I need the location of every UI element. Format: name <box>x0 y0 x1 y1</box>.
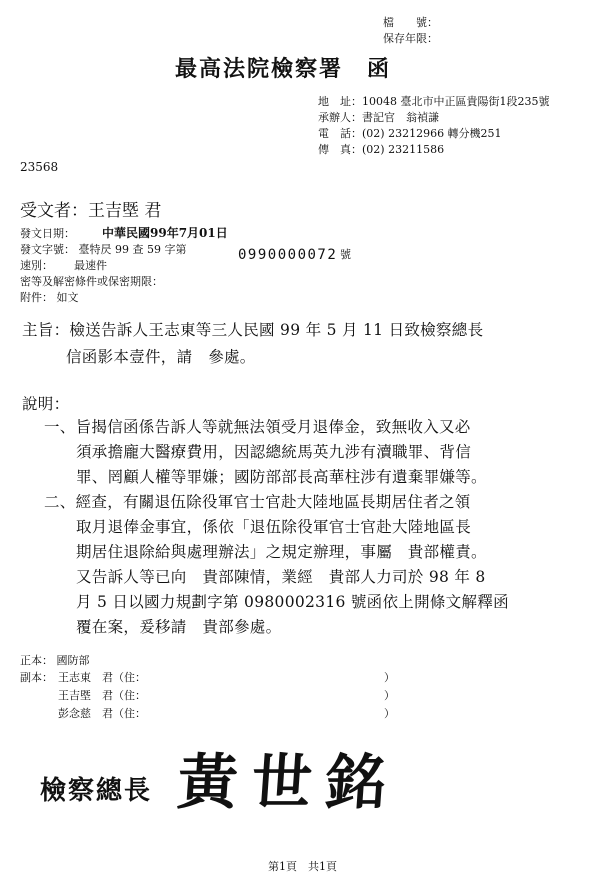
attachment-label: 附件： <box>20 291 53 304</box>
retention-label: 保存年限： <box>383 32 438 45</box>
explanation-line: 月 5 日以國力規劃字第 0980002316 號函依上開條文解釋函 <box>76 593 509 611</box>
explanation-line: 取月退俸金事宜，係依「退伍除役軍官士官赴大陸地區長 <box>76 518 472 536</box>
page-title: 最高法院檢察署 函 <box>175 56 392 82</box>
contact-fax: 傳 真：(02) 23211586 <box>318 143 445 156</box>
explanation-line: 又告訴人等已向 貴部陳情，業經 貴部人力司於 98 年 8 <box>76 568 486 586</box>
doc-number-suffix: 號 <box>340 248 351 261</box>
attachment-row <box>20 290 79 306</box>
recipient: 受文者：王吉塈 君 <box>20 201 162 221</box>
copy-recipient-close: ） <box>384 689 395 702</box>
copy-recipient-close: ） <box>384 671 395 684</box>
explanation-line: 期居住退除給與處理辦法」之規定辦理，事屬 貴部權責。 <box>76 543 487 561</box>
doc-number-label: 發文字號： <box>20 243 75 256</box>
main-recipient-label: 正本： <box>20 654 53 667</box>
explanation-label: 說明： <box>22 395 70 413</box>
doc-number-value: 臺特昃 99 查 59 字第 <box>78 243 187 256</box>
main-recipient-row <box>20 652 90 669</box>
speed-row <box>20 258 107 274</box>
page-footer: 第1頁 共1頁 <box>268 860 337 873</box>
speed-label: 速別： <box>20 259 53 272</box>
doc-number-row <box>20 242 186 258</box>
copy-recipient: 王志東 君（住： <box>58 671 146 684</box>
explanation-line: 一、旨揭信函係告訴人等就無法領受月退俸金，致無收入又必 <box>44 418 471 436</box>
speed-value: 最速件 <box>74 259 107 272</box>
contact-block <box>318 94 549 158</box>
explanation-line: 覆在案，爰移請 貴部參處。 <box>76 618 282 636</box>
date-value: 中華民國99年7月01日 <box>102 226 228 240</box>
copy-recipient-close: ） <box>384 707 395 720</box>
file-number-label: 檔 號： <box>383 16 438 29</box>
signature-title: 檢察總長 <box>40 776 153 806</box>
date-label: 發文日期： <box>20 227 75 240</box>
signature-name: 黃世銘 <box>175 748 403 818</box>
doc-number-stamp: 0990000072 <box>238 247 338 263</box>
copy-label: 副本： <box>20 671 53 684</box>
explanation-line: 二、經查，有關退伍除役軍官士官赴大陸地區長期居住者之領 <box>44 493 471 511</box>
reference-number: 23568 <box>20 160 59 174</box>
contact-address: 地 址：10048 臺北市中正區貴陽街1段235號 <box>318 95 550 108</box>
contact-phone: 電 話：(02) 23212966 轉分機251 <box>318 127 502 140</box>
explanation-line: 罪、罔顧人權等罪嫌；國防部部長高華柱涉有遺棄罪嫌等。 <box>76 468 487 486</box>
subject-line-2: 信函影本壹件，請 參處。 <box>66 348 256 366</box>
copy-recipient: 彭念慈 君（住： <box>58 707 146 720</box>
attachment-value: 如文 <box>56 291 79 304</box>
date-row <box>20 225 228 242</box>
secrecy-row: 密等及解密條件或保密期限： <box>20 275 163 288</box>
copy-recipient: 王吉塈 君（住： <box>58 689 146 702</box>
explanation-line: 須承擔龐大醫療費用，因認總統馬英九涉有瀆職罪、背信 <box>76 443 472 461</box>
contact-handler: 承辦人：書記官 翁禎謙 <box>318 111 439 124</box>
main-recipient-value: 國防部 <box>56 654 90 667</box>
subject-line-1: 主旨：檢送告訴人王志東等三人民國 99 年 5 月 11 日致檢察總長 <box>22 321 484 339</box>
